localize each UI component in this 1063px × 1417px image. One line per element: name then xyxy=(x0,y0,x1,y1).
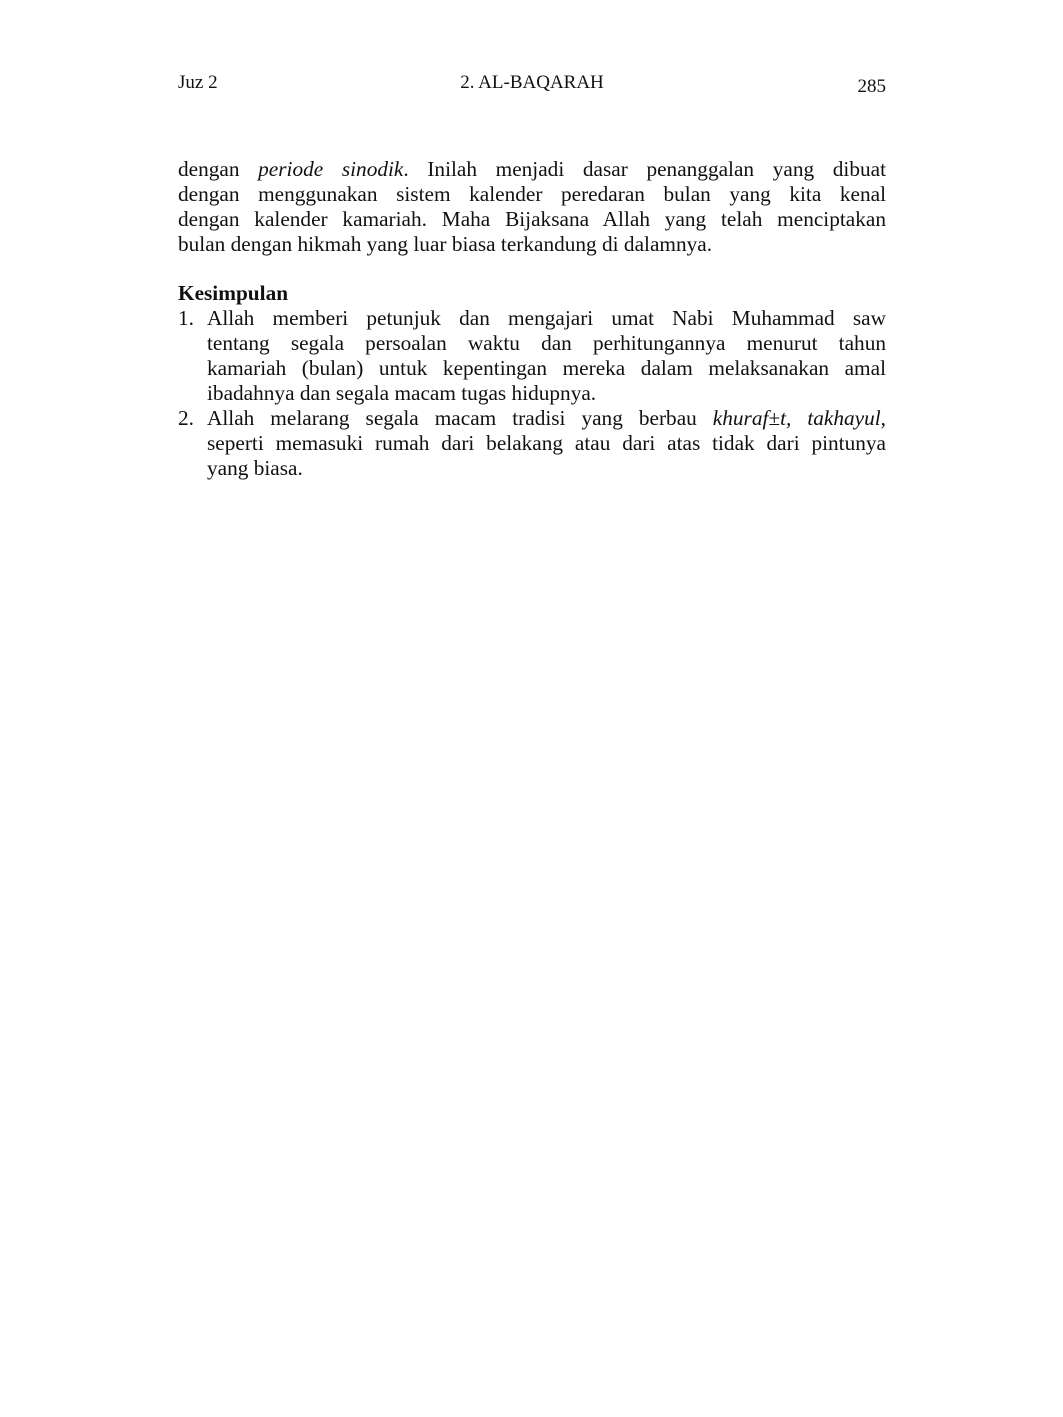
intro-line-1-start: dengan xyxy=(178,157,259,181)
list-item-number: 1. xyxy=(178,306,194,330)
list-item-line: Allah memberi petunjuk dan mengajari umat Nabi Muhammad saw xyxy=(207,306,886,330)
intro-line-4: bulan dengan hikmah yang luar biasa terkandung di dalamnya. xyxy=(178,232,713,256)
list-item-line: yang biasa. xyxy=(207,456,303,480)
italic-term: periode sinodik xyxy=(258,157,404,181)
list-item-line: kamariah (bulan) untuk kepentingan mereka dalam melaksanakan amal xyxy=(207,356,886,380)
list-item-line: ibadahnya dan segala macam tugas hidupnya. xyxy=(207,381,597,405)
italic-term: khuraf±t, takhayul xyxy=(712,406,881,430)
list-item-line-end: , xyxy=(880,406,886,430)
list-item xyxy=(178,306,886,406)
intro-line-3: dengan kalender kamariah. Maha Bijaksana Allah yang telah menciptakan xyxy=(178,207,886,231)
intro-line-2: dengan menggunakan sistem kalender peredaran bulan yang kita kenal xyxy=(178,182,886,206)
list-item-line-start: Allah melarang segala macam tradisi yang berbau xyxy=(207,406,713,430)
intro-line-1-end: . Inilah menjadi dasar penanggalan yang dibuat xyxy=(403,157,886,181)
body-text xyxy=(178,157,886,481)
juz-label: Juz 2 xyxy=(178,72,218,93)
page-number: 285 xyxy=(857,76,886,97)
running-header xyxy=(178,72,886,100)
list-item-line: seperti memasuki rumah dari belakang atau dari atas tidak dari pintunya xyxy=(207,431,886,455)
intro-paragraph xyxy=(178,157,886,257)
list-item xyxy=(178,406,886,481)
section-heading: Kesimpulan xyxy=(178,281,289,305)
list-item-line xyxy=(207,406,886,431)
surah-title: 2. AL-BAQARAH xyxy=(460,72,604,93)
intro-line-1 xyxy=(178,157,886,182)
list-item-line: tentang segala persoalan waktu dan perhitungannya menurut tahun xyxy=(207,331,886,355)
conclusion-list xyxy=(178,306,886,481)
list-item-number: 2. xyxy=(178,406,194,430)
